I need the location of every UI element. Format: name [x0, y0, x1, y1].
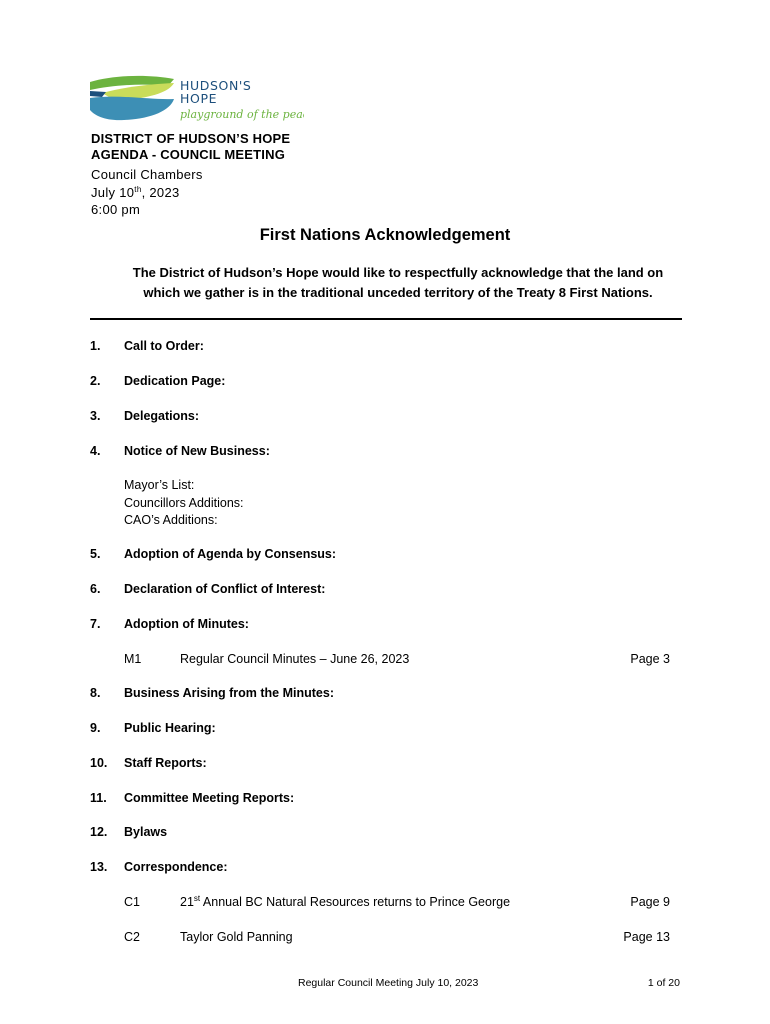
mayors-list: Mayor’s List: — [124, 478, 195, 492]
minutes-desc: Regular Council Minutes – June 26, 2023 — [180, 652, 410, 666]
minutes-code: M1 — [124, 652, 142, 666]
correspondence-code: C2 — [124, 930, 140, 944]
new-business-list — [124, 477, 244, 530]
logo-waves-icon — [88, 74, 304, 124]
acknowledgement-title: First Nations Acknowledgement — [259, 226, 511, 244]
minutes-page: Page 3 — [630, 652, 670, 666]
meeting-date: July 10th, 2023 — [91, 184, 180, 200]
org-name: DISTRICT OF HUDSON’S HOPE — [91, 131, 291, 146]
divider-rule — [90, 318, 682, 320]
correspondence-row — [124, 930, 670, 946]
footer-page-number: 1 of 20 — [647, 977, 680, 989]
cao-additions: CAO’s Additions: — [124, 513, 218, 527]
footer-meeting-title: Regular Council Meeting July 10, 2023 — [298, 977, 479, 989]
councillors-additions: Councillors Additions: — [124, 495, 244, 510]
correspondence-code: C1 — [124, 895, 140, 909]
district-logo — [88, 74, 304, 124]
meeting-details — [91, 166, 203, 219]
meeting-location: Council Chambers — [91, 167, 203, 182]
minutes-row — [124, 652, 670, 668]
correspondence-desc: Taylor Gold Panning — [180, 930, 293, 944]
correspondence-row — [124, 895, 670, 911]
correspondence-page: Page 9 — [630, 895, 670, 909]
meeting-time: 6:00 pm — [91, 202, 141, 217]
correspondence-page: Page 13 — [623, 930, 670, 944]
logo-tagline: playground of the peace — [180, 108, 304, 121]
logo-name-line2: HOPE — [180, 91, 218, 106]
acknowledgement-text: The District of Hudson’s Hope would like to respectfully acknowledge that the land on which we gather is in the traditional unceded territory of the Treaty 8 First Nations. — [132, 265, 664, 300]
logo-name-line1: HUDSON'S — [180, 78, 252, 93]
correspondence-desc: 21st Annual BC Natural Resources returns to Prince George — [180, 894, 511, 909]
agenda-header — [91, 131, 290, 163]
agenda-type: AGENDA - COUNCIL MEETING — [91, 147, 286, 162]
